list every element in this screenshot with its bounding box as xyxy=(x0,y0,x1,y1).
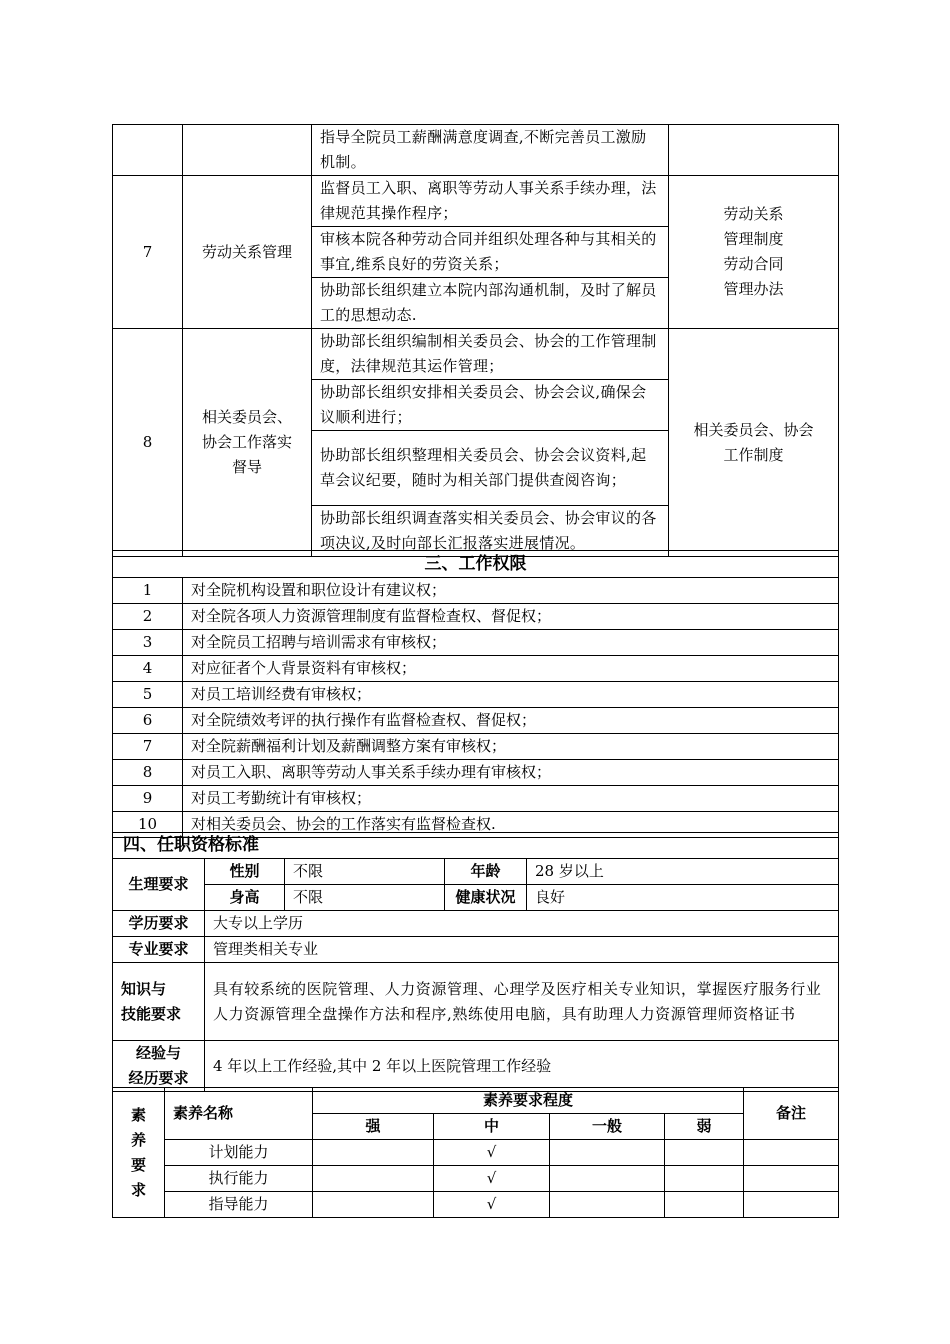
duty-basis xyxy=(669,329,839,557)
education-value: 大专以上学历 xyxy=(205,911,839,937)
duty-name-line: 相关委员会、 xyxy=(201,408,292,426)
competency-name: 计划能力 xyxy=(165,1140,313,1166)
knowledge-label xyxy=(113,963,205,1041)
authority-no: 5 xyxy=(113,682,183,708)
education-label: 学历要求 xyxy=(113,911,205,937)
level-cell xyxy=(313,1140,434,1166)
authority-text: 对全院各项人力资源管理制度有监督检查权、督促权； xyxy=(183,604,839,630)
note-cell xyxy=(744,1140,839,1166)
level-cell xyxy=(550,1192,665,1218)
duty-item: 监督员工入职、离职等劳动人事关系手续办理，法律规范其操作程序； xyxy=(312,176,669,227)
authority-text: 对全院绩效考评的执行操作有监督检查权、督促权； xyxy=(183,708,839,734)
experience-label xyxy=(113,1041,205,1092)
duty-no-cell-empty xyxy=(113,125,183,176)
knowledge-label-line: 知识与 xyxy=(121,979,167,998)
gender-value: 不限 xyxy=(285,859,445,885)
basis-line: 劳动关系 xyxy=(723,205,784,223)
authority-text: 对员工培训经费有审核权； xyxy=(183,682,839,708)
knowledge-value: 具有较系统的医院管理、人力资源管理、心理学及医疗相关专业知识，掌握医疗服务行业人力资源管理全盘操作方法和程序,熟练使用电脑，具有助理人力资源管理师资格证书 xyxy=(205,963,839,1041)
age-value: 28 岁以上 xyxy=(527,859,839,885)
duties-table xyxy=(112,124,839,557)
duty-no: 8 xyxy=(113,329,183,557)
authority-no: 10 xyxy=(113,812,183,838)
qualification-table xyxy=(112,832,839,1092)
duty-basis xyxy=(669,176,839,329)
side-char: 素 xyxy=(130,1105,146,1124)
authority-table xyxy=(112,550,839,838)
health-value: 良好 xyxy=(527,885,839,911)
level-average: 一般 xyxy=(550,1114,665,1140)
health-label: 健康状况 xyxy=(445,885,527,911)
experience-label-line: 经验与 xyxy=(135,1044,181,1062)
competency-note-header: 备注 xyxy=(744,1088,839,1140)
level-strong: 强 xyxy=(313,1114,434,1140)
check-mark: √ xyxy=(434,1166,550,1192)
duty-item: 指导全院员工薪酬满意度调查,不断完善员工激励机制。 xyxy=(312,125,669,176)
experience-value: 4 年以上工作经验,其中 2 年以上医院管理工作经验 xyxy=(205,1041,839,1092)
basis-line: 劳动合同 xyxy=(723,255,784,273)
knowledge-label-line: 技能要求 xyxy=(121,1004,182,1023)
competency-table xyxy=(112,1087,839,1218)
authority-no: 9 xyxy=(113,786,183,812)
authority-no: 7 xyxy=(113,734,183,760)
side-char: 要 xyxy=(130,1155,146,1174)
height-value: 不限 xyxy=(285,885,445,911)
level-cell xyxy=(665,1140,744,1166)
authority-no: 3 xyxy=(113,630,183,656)
duty-name-cell-empty xyxy=(183,125,312,176)
authority-text: 对全院机构设置和职位设计有建议权； xyxy=(183,578,839,604)
level-medium: 中 xyxy=(434,1114,550,1140)
basis-line: 管理制度 xyxy=(723,230,784,248)
authority-no: 8 xyxy=(113,760,183,786)
authority-text: 对相关委员会、协会的工作落实有监督检查权. xyxy=(183,812,839,838)
age-label: 年龄 xyxy=(445,859,527,885)
check-mark: √ xyxy=(434,1192,550,1218)
authority-text: 对员工考勤统计有审核权； xyxy=(183,786,839,812)
level-cell xyxy=(665,1166,744,1192)
duty-name xyxy=(183,329,312,557)
authority-title: 三、工作权限 xyxy=(113,551,839,578)
gender-label: 性别 xyxy=(205,859,285,885)
level-cell xyxy=(665,1192,744,1218)
authority-text: 对员工入职、离职等劳动人事关系手续办理有审核权； xyxy=(183,760,839,786)
competency-name: 执行能力 xyxy=(165,1166,313,1192)
height-label: 身高 xyxy=(205,885,285,911)
duty-name: 劳动关系管理 xyxy=(183,176,312,329)
basis-line: 相关委员会、协会 xyxy=(693,420,814,439)
duty-item: 协助部长组织安排相关委员会、协会会议,确保会议顺利进行； xyxy=(312,380,669,431)
side-char: 求 xyxy=(130,1180,146,1199)
authority-no: 4 xyxy=(113,656,183,682)
level-weak: 弱 xyxy=(665,1114,744,1140)
major-label: 专业要求 xyxy=(113,937,205,963)
competency-side-label xyxy=(113,1088,165,1218)
level-cell xyxy=(550,1140,665,1166)
note-cell xyxy=(744,1166,839,1192)
duty-item: 协助部长组织整理相关委员会、协会会议资料,起草会议纪要，随时为相关部门提供查阅咨询； xyxy=(312,431,669,506)
authority-no: 6 xyxy=(113,708,183,734)
duty-name-line: 协会工作落实 xyxy=(201,433,292,451)
competency-name-header: 素养名称 xyxy=(165,1088,313,1140)
authority-text: 对全院员工招聘与培训需求有审核权； xyxy=(183,630,839,656)
duty-item: 协助部长组织建立本院内部沟通机制，及时了解员工的思想动态. xyxy=(312,278,669,329)
qualification-title: 四、任职资格标准 xyxy=(113,833,839,859)
basis-line: 管理办法 xyxy=(723,280,784,298)
duty-item: 协助部长组织调查落实相关委员会、协会审议的各项决议,及时向部长汇报落实进展情况。 xyxy=(312,506,669,557)
duty-item: 审核本院各种劳动合同并组织处理各种与其相关的事宜,维系良好的劳资关系； xyxy=(312,227,669,278)
level-cell xyxy=(313,1166,434,1192)
competency-level-header: 素养要求程度 xyxy=(313,1088,744,1114)
experience-label-line: 经历要求 xyxy=(128,1069,189,1087)
competency-name: 指导能力 xyxy=(165,1192,313,1218)
authority-no: 1 xyxy=(113,578,183,604)
note-cell xyxy=(744,1192,839,1218)
level-cell xyxy=(313,1192,434,1218)
level-cell xyxy=(550,1166,665,1192)
authority-text: 对全院薪酬福利计划及薪酬调整方案有审核权； xyxy=(183,734,839,760)
duty-no: 7 xyxy=(113,176,183,329)
physical-label: 生理要求 xyxy=(113,859,205,911)
authority-no: 2 xyxy=(113,604,183,630)
duty-item: 协助部长组织编制相关委员会、协会的工作管理制度，法律规范其运作管理； xyxy=(312,329,669,380)
duty-name-line: 督导 xyxy=(231,458,262,476)
authority-text: 对应征者个人背景资料有审核权； xyxy=(183,656,839,682)
basis-line: 工作制度 xyxy=(723,445,784,464)
check-mark: √ xyxy=(434,1140,550,1166)
major-value: 管理类相关专业 xyxy=(205,937,839,963)
duty-basis-cell-empty xyxy=(669,125,839,176)
side-char: 养 xyxy=(130,1130,146,1149)
